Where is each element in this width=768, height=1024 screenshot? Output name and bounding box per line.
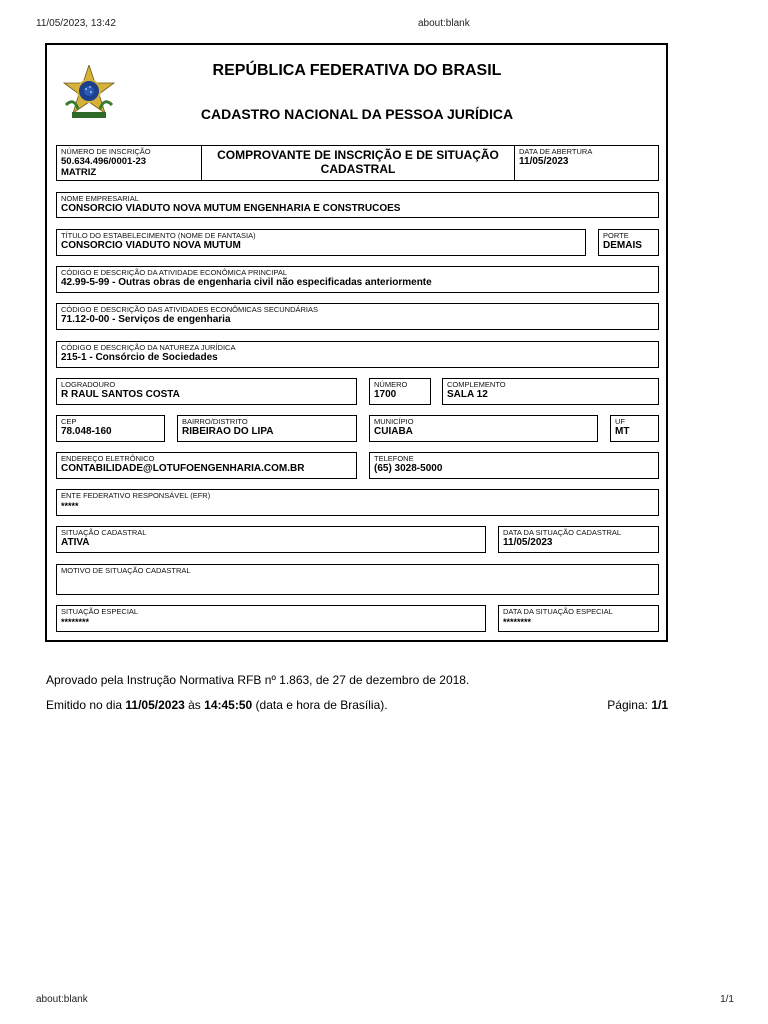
efr-box <box>56 489 659 516</box>
print-footer-page: 1/1 <box>720 994 734 1005</box>
inscricao-type: MATRIZ <box>61 167 97 178</box>
print-datetime: 11/05/2023, 13:42 <box>36 18 116 29</box>
situacao-especial-value: ******** <box>61 617 90 627</box>
telefone-label: TELEFONE <box>374 454 414 463</box>
abertura-value: 11/05/2023 <box>519 156 569 167</box>
nome-value: CONSORCIO VIADUTO NOVA MUTUM ENGENHARIA E CONSTRUCOES <box>61 203 401 214</box>
registry-title: CADASTRO NACIONAL DA PESSOA JURÍDICA <box>200 106 514 122</box>
bairro-label: BAIRRO/DISTRITO <box>182 417 248 426</box>
efr-value: ***** <box>61 501 79 511</box>
data-especial-value: ******** <box>503 617 532 627</box>
motivo-box <box>56 564 659 595</box>
republic-title: REPÚBLICA FEDERATIVA DO BRASIL <box>212 62 502 79</box>
bairro-value: RIBEIRAO DO LIPA <box>182 426 274 437</box>
atividades-secundarias-box <box>56 303 659 330</box>
situacao-especial-box <box>56 605 486 632</box>
data-situacao-value: 11/05/2023 <box>503 537 553 548</box>
nome-label: NOME EMPRESARIAL <box>61 194 139 203</box>
emitido-prefix: Emitido no dia <box>46 698 126 712</box>
cep-value: 78.048-160 <box>61 426 112 437</box>
uf-box <box>610 415 659 442</box>
comprovante-box <box>201 145 515 181</box>
natureza-label: CÓDIGO E DESCRIÇÃO DA NATUREZA JURÍDICA <box>61 343 236 352</box>
porte-value: DEMAIS <box>603 240 642 251</box>
complemento-box <box>442 378 659 405</box>
logradouro-box <box>56 378 357 405</box>
atividades-secundarias-label: CÓDIGO E DESCRIÇÃO DAS ATIVIDADES ECONÔMICAS SECUNDÁRIAS <box>61 305 318 314</box>
uf-label: UF <box>615 417 625 426</box>
numero-value: 1700 <box>374 389 397 400</box>
print-footer-url: about:blank <box>36 994 88 1005</box>
emitido-text <box>46 698 388 712</box>
inscricao-box <box>56 145 202 181</box>
municipio-value: CUIABA <box>374 426 413 437</box>
municipio-box <box>369 415 598 442</box>
emitido-suffix: (data e hora de Brasília). <box>252 698 388 712</box>
uf-value: MT <box>615 426 630 437</box>
logradouro-value: R RAUL SANTOS COSTA <box>61 389 180 400</box>
fantasia-box <box>56 229 586 256</box>
municipio-label: MUNICÍPIO <box>374 417 414 426</box>
aprovado-text: Aprovado pela Instrução Normativa RFB nº 1.863, de 27 de dezembro de 2018. <box>46 673 470 687</box>
atividade-principal-value: 42.99-5-99 - Outras obras de engenharia civil não especificadas anteriormente <box>61 277 432 288</box>
data-situacao-label: DATA DA SITUAÇÃO CADASTRAL <box>503 528 622 537</box>
numero-box <box>369 378 431 405</box>
atividade-principal-label: CÓDIGO E DESCRIÇÃO DA ATIVIDADE ECONÔMICA PRINCIPAL <box>61 268 288 277</box>
situacao-label: SITUAÇÃO CADASTRAL <box>61 528 147 537</box>
cep-label: CEP <box>61 417 77 426</box>
telefone-box <box>369 452 659 479</box>
print-page-title: about:blank <box>418 18 470 29</box>
email-box <box>56 452 357 479</box>
situacao-especial-label: SITUAÇÃO ESPECIAL <box>61 607 139 616</box>
pagina-label: Página: <box>607 698 652 712</box>
data-especial-label: DATA DA SITUAÇÃO ESPECIAL <box>503 607 613 616</box>
fantasia-value: CONSORCIO VIADUTO NOVA MUTUM <box>61 240 241 251</box>
data-especial-box <box>498 605 659 632</box>
efr-label: ENTE FEDERATIVO RESPONSÁVEL (EFR) <box>61 491 211 500</box>
situacao-box <box>56 526 486 553</box>
atividades-secundarias-value: 71.12-0-00 - Serviços de engenharia <box>61 314 231 325</box>
comprovante-title-line2: CADASTRAL <box>320 162 396 176</box>
complemento-value: SALA 12 <box>447 389 488 400</box>
telefone-value: (65) 3028-5000 <box>374 463 443 474</box>
porte-label: PORTE <box>603 231 629 240</box>
numero-label: NÚMERO <box>374 380 408 389</box>
inscricao-value: 50.634.496/0001-23 <box>61 156 147 167</box>
situacao-value: ATIVA <box>61 537 90 548</box>
email-value: CONTABILIDADE@LOTUFOENGENHARIA.COM.BR <box>61 463 305 474</box>
emitido-date: 11/05/2023 <box>125 698 185 712</box>
cep-box <box>56 415 165 442</box>
inscricao-label: NÚMERO DE INSCRIÇÃO <box>61 147 151 156</box>
email-label: ENDEREÇO ELETRÔNICO <box>61 454 155 463</box>
fantasia-label: TÍTULO DO ESTABELECIMENTO (NOME DE FANTASIA) <box>61 231 256 240</box>
complemento-label: COMPLEMENTO <box>447 380 506 389</box>
comprovante-title-line1: COMPROVANTE DE INSCRIÇÃO E DE SITUAÇÃO <box>217 148 499 162</box>
abertura-label: DATA DE ABERTURA <box>519 147 593 156</box>
pagina-text <box>607 698 668 712</box>
natureza-box <box>56 341 659 368</box>
pagina-value: 1/1 <box>651 698 668 712</box>
nome-box <box>56 192 659 218</box>
atividade-principal-box <box>56 266 659 293</box>
bairro-box <box>177 415 357 442</box>
natureza-value: 215-1 - Consórcio de Sociedades <box>61 352 218 363</box>
emitido-time: 14:45:50 <box>204 698 253 712</box>
abertura-box <box>514 145 659 181</box>
porte-box <box>598 229 659 256</box>
emitido-mid: às <box>184 698 205 712</box>
motivo-label: MOTIVO DE SITUAÇÃO CADASTRAL <box>61 566 191 575</box>
logradouro-label: LOGRADOURO <box>61 380 116 389</box>
data-situacao-box <box>498 526 659 553</box>
